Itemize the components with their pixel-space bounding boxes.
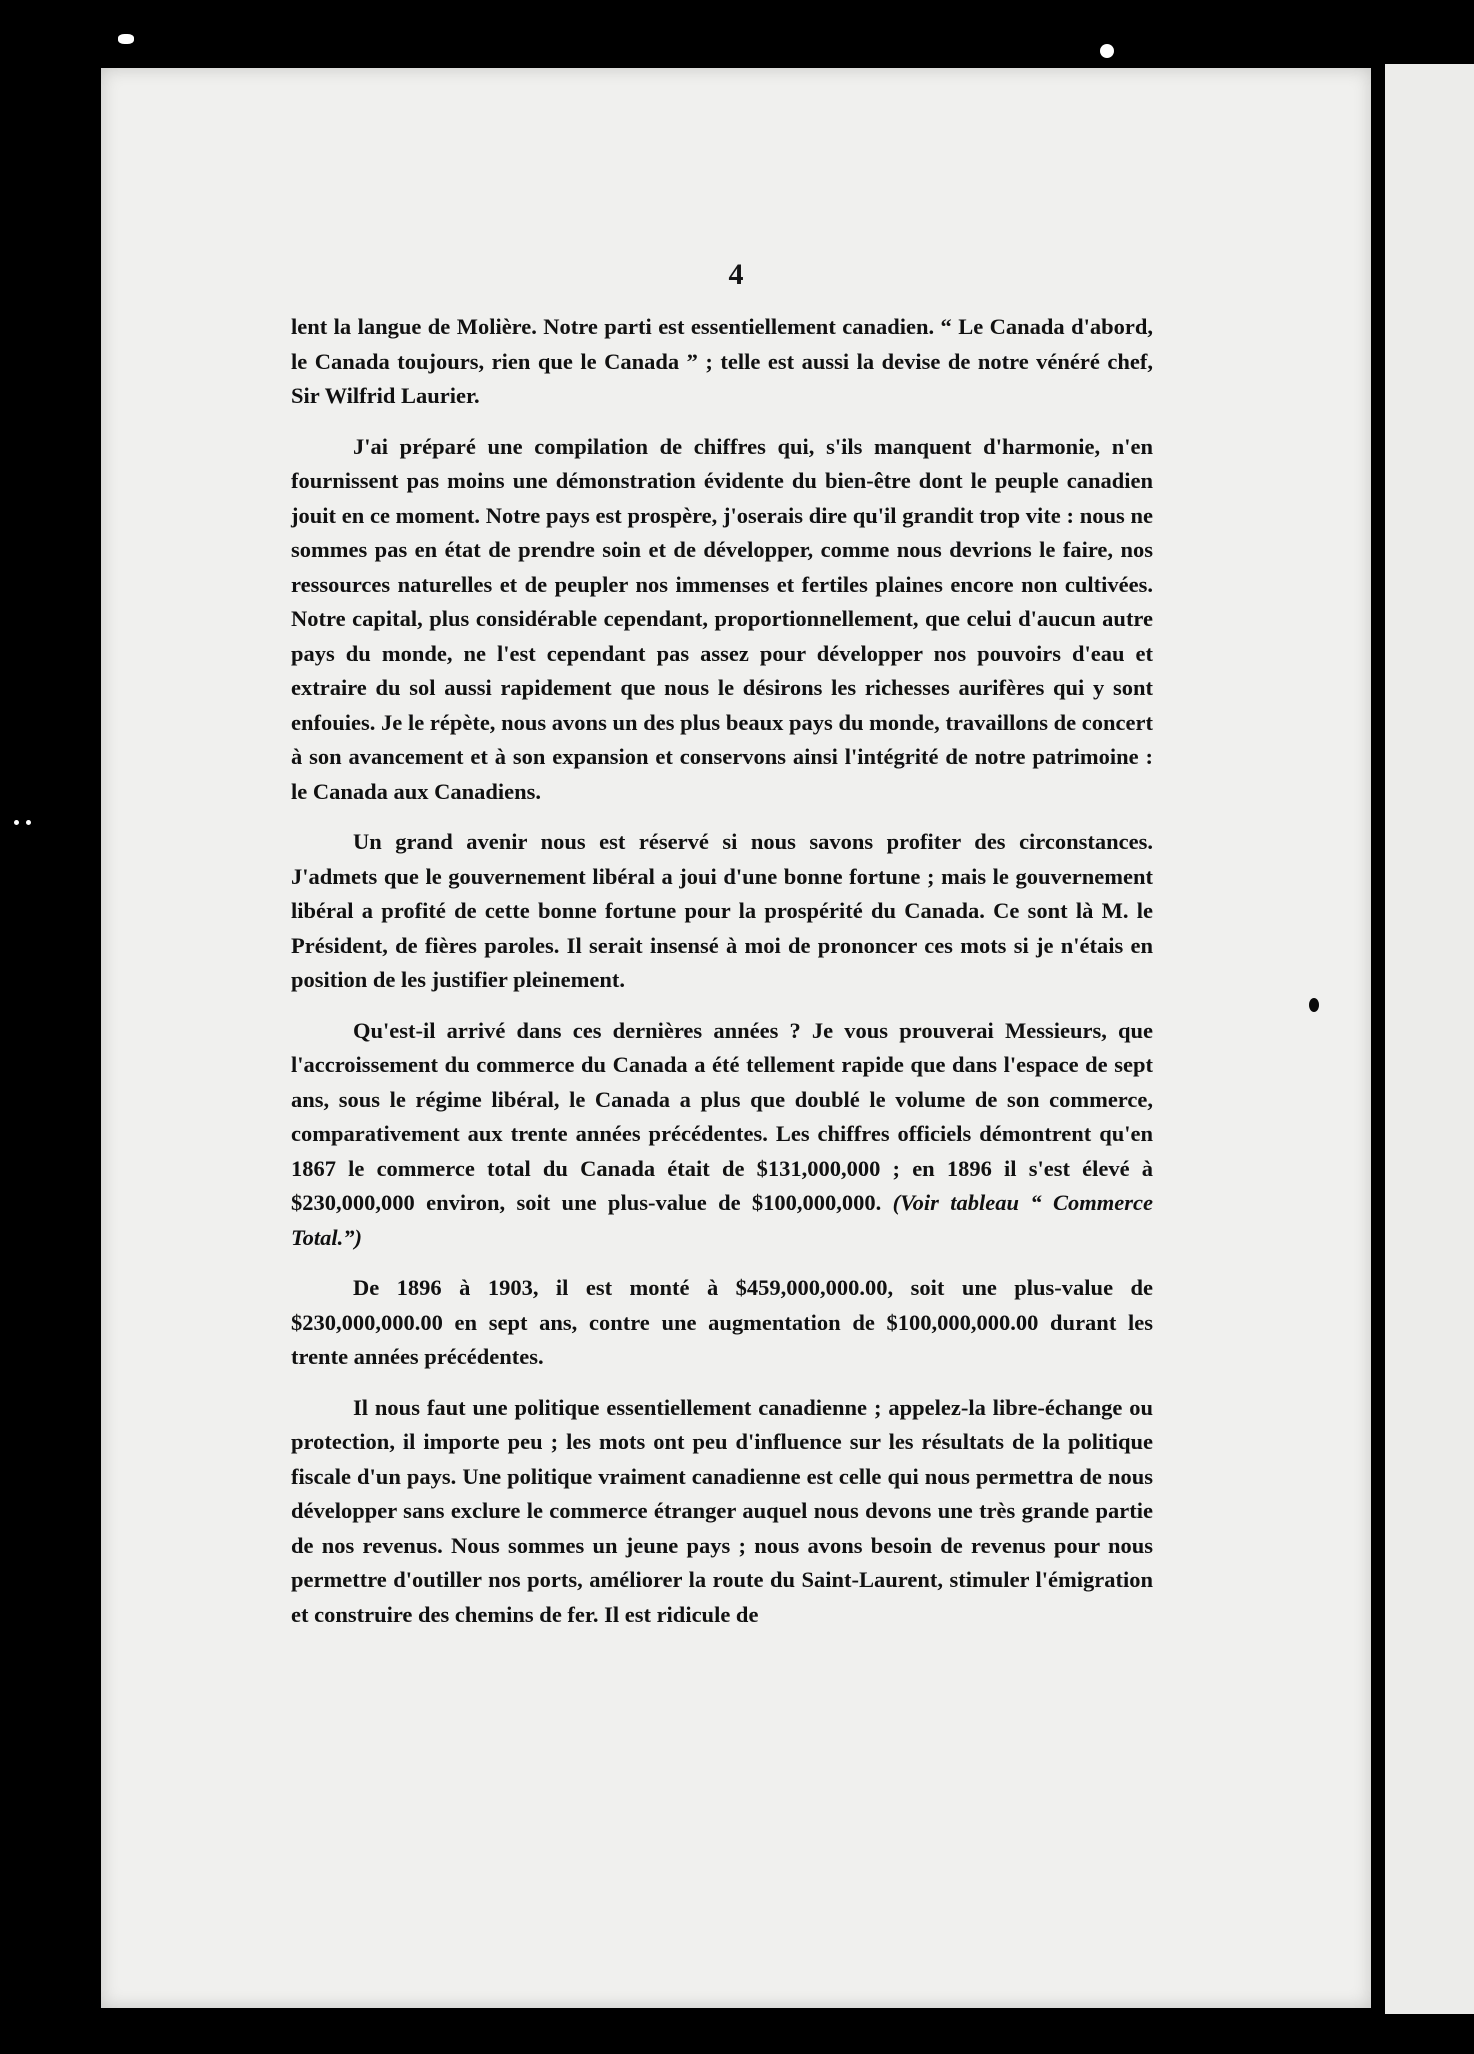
ink-speck (1309, 998, 1319, 1012)
paragraph-3: Un grand avenir nous est réservé si nous savons profiter des circonstances. J'admets que le gouvernement libéral a joui d'une bonne fortune ; mais le gouvernement libéral a profité de cette bonne fortune pour la prospérité du Canada. Ce sont là M. le Président, de fières paroles. Il serait insensé à moi de prononcer ces mots si je n'étais en position de les justifier pleinement. (291, 829, 1153, 992)
paragraph-1: lent la langue de Molière. Notre parti est essentiellement canadien. “ Le Canada d'abord, le Canada toujours, rien que le Canada ” ; telle est aussi la devise de notre vénéré chef, Sir Wilfrid Laurier. (291, 314, 1153, 408)
scan-artifact (26, 820, 31, 825)
scan-artifact (118, 34, 134, 44)
paragraph-2: J'ai préparé une compilation de chiffres qui, s'ils manquent d'harmonie, n'en fournissent pas moins une démonstration évidente du bien-être dont le peuple canadien jouit en ce moment. Notre pays est prospère, j'oserais dire qu'il grandit trop vite : nous ne sommes pas en état de prendre soin et de développer, comme nous devrions le faire, nos ressources naturelles et de peupler nos immenses et fertiles plaines encore non cultivées. Notre capital, plus considérable cependant, proportionnellement, que celui d'aucun autre pays du monde, ne l'est cependant pas assez pour développer nos pouvoirs d'eau et extraire du sol aussi rapidement que nous le désirons les richesses aurifères qui y sont enfouies. Je le répète, nous avons un des plus beaux pays du monde, travaillons de concert à son avancement et à son expansion et conservons ainsi l'intégrité de notre patrimoine : le Canada aux Canadiens. (291, 433, 1153, 804)
body-text (291, 310, 1153, 1632)
scan-artifact (1100, 44, 1114, 58)
paragraph-6: Il nous faut une politique essentiellement canadienne ; appelez-la libre-échange ou protection, il importe peu ; les mots ont peu d'influence sur les résultats de la politique fiscale d'un pays. Une politique vraiment canadienne est celle qui nous permettra de nous développer sans exclure le commerce étranger auquel nous devons une très grande partie de nos revenus. Nous sommes un jeune pays ; nous avons besoin de revenus pour nous permettre d'outiller nos ports, améliorer la route du Saint-Laurent, stimuler l'émigration et construire des chemins de fer. Il est ridicule de (291, 1394, 1153, 1627)
paragraph-5: De 1896 à 1903, il est monté à $459,000,000.00, soit une plus-value de $230,000,000.00 en sept ans, contre une augmentation de $100,000,000.00 durant les trente années précédentes. (291, 1275, 1153, 1369)
paragraph-4-text: Qu'est-il arrivé dans ces dernières années ? Je vous prouverai Messieurs, que l'accroissement du commerce du Canada a été tellement rapide que dans l'espace de sept ans, sous le régime libéral, le Canada a plus que doublé le volume de son commerce, comparativement aux trente années précédentes. Les chiffres officiels démontrent qu'en 1867 le commerce total du Canada était de $131,000,000 ; en 1896 il s'est élevé à $230,000,000 environ, soit une plus-value de $100,000,000. (291, 1017, 1153, 1215)
scan-artifact (14, 820, 19, 825)
page-number: 4 (728, 258, 744, 291)
paragraph-4-italic-note: (Voir tableau “ Commerce Total.”) (291, 1190, 1153, 1250)
scanned-page (101, 68, 1371, 2008)
paragraph-4 (291, 1014, 1153, 1256)
adjacent-page-edge (1385, 64, 1474, 2014)
